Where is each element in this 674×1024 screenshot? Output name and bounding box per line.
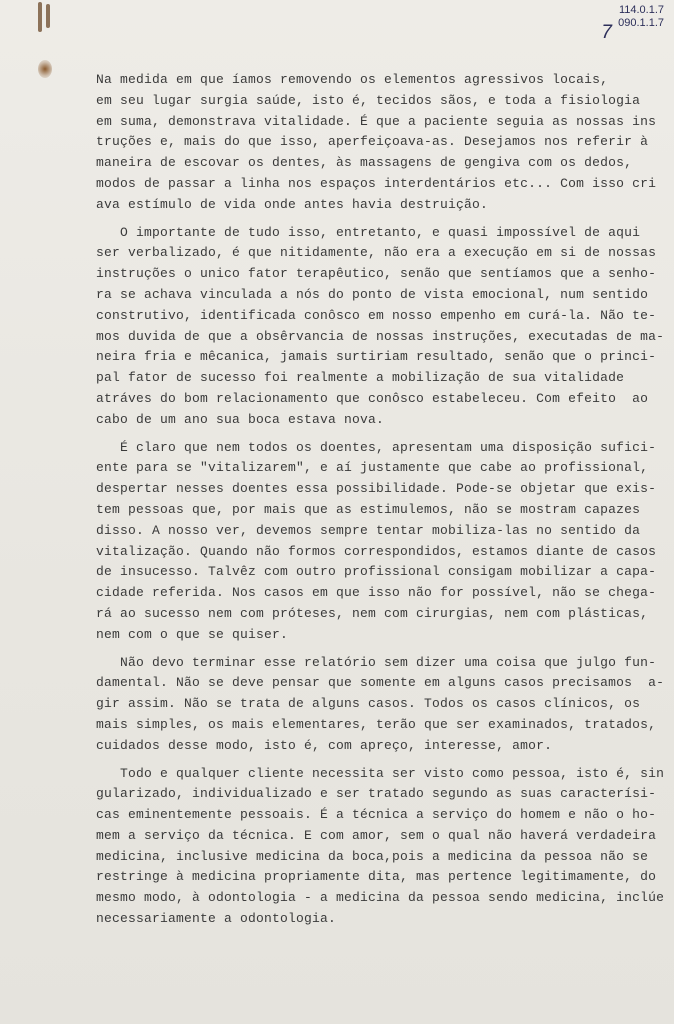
text-line: atráves do bom relacionamento que conôsco estabeleceu. Com efeito ao: [96, 390, 649, 406]
text-line: necessariamente a odontologia.: [96, 911, 337, 927]
text-line: medicina, inclusive medicina da boca,pois a medicina da pessoa não se: [96, 848, 649, 864]
text-line: tem pessoas que, por mais que as estimulemos, não se mostram capazes: [96, 501, 641, 517]
text-line: mem a serviço da técnica. E com amor, sem o qual não haverá verdadeira: [96, 827, 657, 843]
rust-stain: [38, 60, 52, 78]
text-line: Não devo terminar esse relatório sem dizer uma coisa que julgo fun-: [96, 654, 657, 670]
folio-number: 7: [601, 22, 612, 43]
paragraph-gap: [96, 757, 656, 764]
paragraph: [96, 438, 656, 646]
text-line: truções e, mais do que isso, aperfeiçoava-as. Desejamos nos referir à: [96, 134, 649, 150]
text-line: gir assim. Não se trata de alguns casos. Todos os casos clínicos, os: [96, 696, 641, 712]
text-line: cabo de um ano sua boca estava nova.: [96, 411, 385, 427]
text-line: de insucesso. Talvêz com outro profissional consigam mobilizar a capa-: [96, 564, 657, 580]
paragraph-gap: [96, 431, 656, 438]
text-line: rá ao sucesso nem com próteses, nem com cirurgias, nem com plásticas,: [96, 605, 649, 621]
text-line: Todo e qualquer cliente necessita ser visto como pessoa, isto é, sin: [96, 765, 665, 781]
paragraph: [96, 70, 656, 216]
text-line: modos de passar a linha nos espaços interdentários etc... Com isso cri: [96, 175, 657, 191]
text-line: disso. A nosso ver, devemos sempre tentar mobiliza-las no sentido da: [96, 522, 641, 538]
text-line: em suma, demonstrava vitalidade. É que a paciente seguia as nossas ins: [96, 113, 657, 129]
text-line: maneira de escovar os dentes, às massagens de gengiva com os dedos,: [96, 155, 633, 171]
text-line: ente para se "vitalizarem", e aí justamente que cabe ao profissional,: [96, 460, 649, 476]
text-line: restringe à medicina propriamente dita, mas pertence legitimamente, do: [96, 869, 657, 885]
text-line: É claro que nem todos os doentes, apresentam uma disposição sufici-: [96, 439, 657, 455]
text-line: neira fria e mêcanica, jamais surtiriam resultado, senão que o princi-: [96, 349, 657, 365]
text-line: O importante de tudo isso, entretanto, e quasi impossível de aqui: [96, 224, 641, 240]
archive-ref-line-1: 114.0.1.7: [618, 4, 664, 16]
text-line: cidade referida. Nos casos em que isso não for possível, não se chega-: [96, 585, 657, 601]
text-line: vitalização. Quando não formos correspondidos, estamos diante de casos: [96, 543, 657, 559]
text-line: damental. Não se deve pensar que somente em alguns casos precisamos a-: [96, 675, 665, 691]
text-line: ser verbalizado, é que nitidamente, não era a execução em si de nossas: [96, 245, 657, 261]
text-line: instruções o unico fator terapêutico, senão que sentíamos que a senho-: [96, 266, 657, 282]
paragraph-gap: [96, 646, 656, 653]
text-line: ra se achava vinculada a nós do ponto de vista emocional, num sentido: [96, 286, 649, 302]
text-line: despertar nesses doentes essa possibilidade. Pode-se objetar que exis-: [96, 481, 657, 497]
archive-ref-line-2: 090.1.1.7: [618, 17, 664, 29]
text-line: em seu lugar surgia saúde, isto é, tecidos sãos, e toda a fisiologia: [96, 92, 641, 108]
text-line: mesmo modo, à odontologia - a medicina da pessoa sendo medicina, inclúe: [96, 890, 665, 906]
text-line: pal fator de sucesso foi realmente a mobilização de sua vitalidade: [96, 370, 625, 386]
paragraph: [96, 653, 665, 757]
text-line: mais simples, os mais elementares, terão que ser examinados, tratados,: [96, 716, 657, 732]
text-line: mos duvida de que a obsêrvancia de nossas instruções, executadas de ma-: [96, 328, 665, 344]
archive-reference: [618, 4, 664, 30]
text-line: construtivo, identificada conôsco em nosso empenho em curá-la. Não te-: [96, 307, 657, 323]
text-line: gularizado, individualizado e ser tratado segundo as suas caracterísi-: [96, 786, 657, 802]
paragraph: [96, 223, 665, 431]
paragraph-gap: [96, 216, 656, 223]
text-line: nem com o que se quiser.: [96, 626, 289, 642]
text-line: ava estímulo de vida onde antes havia destruição.: [96, 196, 489, 212]
text-line: Na medida em que íamos removendo os elementos agressivos locais,: [96, 72, 609, 87]
typed-text: [96, 70, 665, 930]
text-line: cas eminentemente pessoais. É a técnica a serviço do homem e não o ho-: [96, 807, 657, 823]
text-line: cuidados desse modo, isto é, com apreço, interesse, amor.: [96, 737, 553, 753]
paragraph: [96, 764, 665, 930]
